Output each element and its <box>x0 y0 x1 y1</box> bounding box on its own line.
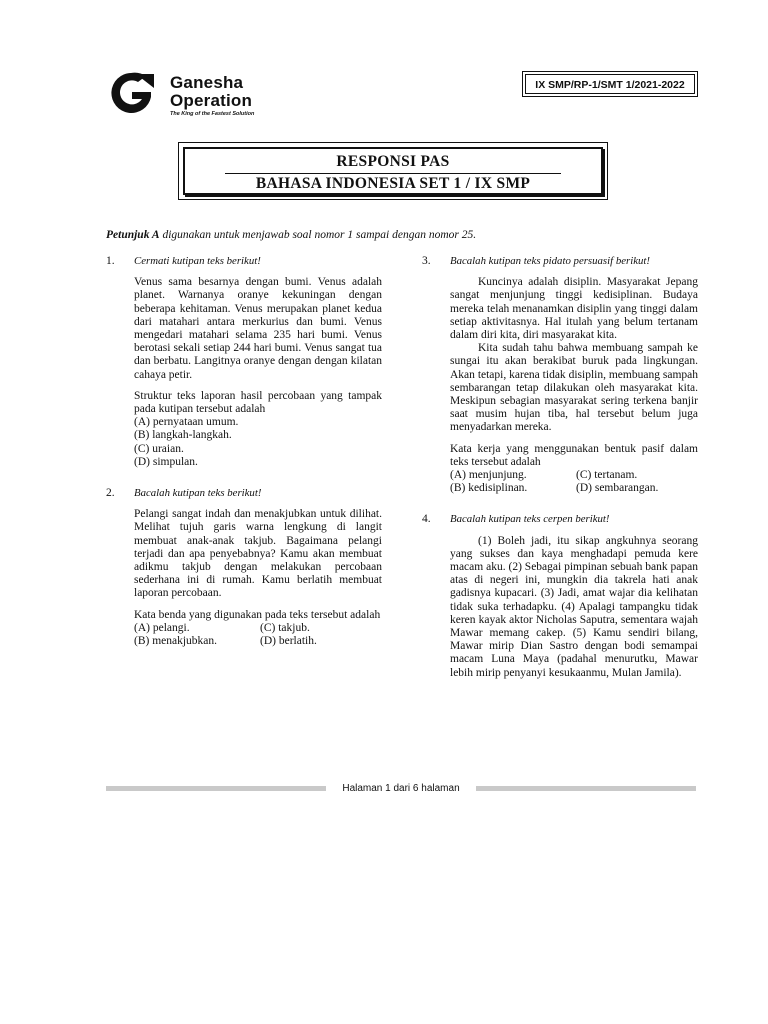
option-c: (C) tertanam. <box>576 469 638 482</box>
logo-name-line2: Operation <box>170 91 253 110</box>
option-b: (B) kedisiplinan. <box>450 482 528 495</box>
right-column <box>422 255 698 694</box>
question-number: 1. <box>106 255 115 267</box>
question-passage: Venus sama besarnya dengan bumi. Venus adalah planet. Warnanya oranye kekuningan dengan beberapa kehitaman. Venus merupakan planet kedua dari matahari antara merkurius dan bumi. Venus mengedari matahari selama 235 hari bumi. Venus berotasi sekali setiap 244 hari bumi. Venus sangat tua dan berbatu. Langitnya oranye dengan dengan kilatan cahaya petir. <box>134 276 382 381</box>
question-prompt: Bacalah kutipan teks berikut! <box>134 487 262 500</box>
title-box <box>178 142 608 200</box>
question-passage: Pelangi sangat indah dan menakjubkan untuk dilihat. Melihat tujuh garis warna lengkung di langit membuat anak-anak takjub. Bagaimana pelangi terjadi dan apa penyebabnya? Kamu akan membuat adikmu takjub dengan melakukan percobaan sederhana ini di rumah. Kamu berlatih membuat laporan percobaan. <box>134 508 382 600</box>
answer-options <box>134 416 382 469</box>
question-prompt: Cermati kutipan teks berikut! <box>134 255 261 267</box>
question-prompt: Bacalah kutipan teks cerpen berikut! <box>450 513 610 526</box>
instruction-text: digunakan untuk menjawab soal nomor 1 sampai dengan nomor 25. <box>159 229 477 241</box>
question-4 <box>422 513 698 679</box>
footer-rule-right <box>476 786 696 791</box>
option-d: (D) berlatih. <box>260 635 317 648</box>
option-d: (D) simpulan. <box>134 455 198 468</box>
question-passage-paragraph-1: Kuncinya adalah disiplin. Masyarakat Jepang sangat menjunjung tinggi kedisiplinan. Budaya mereka telah menanamkan disiplin yang tinggi dalam setiap aktivitasnya. Hal itulah yang belum tertanam dalam diri kita, diri masyarakat kita. <box>450 276 698 342</box>
question-stem: Kata kerja yang menggunakan bentuk pasif dalam teks tersebut adalah <box>450 442 698 468</box>
instruction-label: Petunjuk A <box>106 229 160 241</box>
question-passage-paragraph-2: Kita sudah tahu bahwa membuang sampah ke sungai itu akan berakibat buruk pada lingkungan. Akan tetapi, karena tidak disiplin, membuang sampah sembarangan tetap dilakukan oleh masyarakat kita. Meskipun sebagian masyarakat sering terkena banjir saat musim hujan tiba, hal tersebut belum juga menyadarkan mereka. <box>450 342 698 434</box>
option-a: (A) pelangi. <box>134 621 190 634</box>
question-1 <box>106 255 382 469</box>
document-code: IX SMP/RP-1/SMT 1/2021-2022 <box>525 74 695 94</box>
question-2 <box>106 487 382 648</box>
logo-name-line1: Ganesha <box>170 73 244 92</box>
option-a: (A) menjunjung. <box>450 469 527 482</box>
title-divider <box>225 173 561 174</box>
question-prompt: Bacalah kutipan teks pidato persuasif berikut! <box>450 255 651 267</box>
question-passage: (1) Boleh jadi, itu sikap angkuhnya seorang yang sukses dan kaya menghadapi pemuda kere macam aku. (2) Sebagai pimpinan sebuah bank papan atas di negeri ini, mungkin dia takrela hati anak gadisnya kupacari. (3) Jadi, amat wajar dia kelihatan tidak suka terhadapku. (4) Apalagi tampangku tidak keren kayak aktor Nicholas Saputra, sementara wajah Mawar memang cakep. (5) Kamu sendiri bilang, Mawar mirip Dian Sastro dengan bodi semampai macam Luna Maya (padahal menurutku, Mawar lebih mirip penyanyi kesukaanmu, Mulan Jamila). <box>450 534 698 679</box>
logo-tagline: The King of the Fastest Solution <box>170 111 255 117</box>
ganesha-logo <box>106 70 306 120</box>
question-stem: Kata benda yang digunakan pada teks tersebut adalah <box>134 608 381 621</box>
instruction <box>106 229 476 241</box>
page-number: Halaman 1 dari 6 halaman <box>342 783 460 794</box>
title-frame <box>183 147 603 195</box>
option-d: (D) sembarangan. <box>576 482 659 495</box>
page-footer <box>106 782 696 796</box>
question-number: 4. <box>422 513 431 526</box>
option-b: (B) langkah-langkah. <box>134 429 232 442</box>
question-3 <box>422 255 698 495</box>
option-c: (C) takjub. <box>260 621 310 634</box>
question-stem: Struktur teks laporan hasil percobaan yang tampak pada kutipan tersebut adalah <box>134 389 382 416</box>
title-line1: RESPONSI PAS <box>336 153 450 170</box>
option-b: (B) menakjubkan. <box>134 635 218 648</box>
title-line2: BAHASA INDONESIA SET 1 / IX SMP <box>255 175 531 192</box>
question-number: 3. <box>422 255 431 267</box>
question-number: 2. <box>106 487 115 500</box>
answer-options <box>134 622 382 648</box>
option-a: (A) pernyataan umum. <box>134 416 239 429</box>
logo-text <box>170 74 254 117</box>
answer-options <box>450 469 698 495</box>
left-column <box>106 255 382 662</box>
option-c: (C) uraian. <box>134 442 184 455</box>
ganesha-g-logo-icon <box>106 70 156 116</box>
